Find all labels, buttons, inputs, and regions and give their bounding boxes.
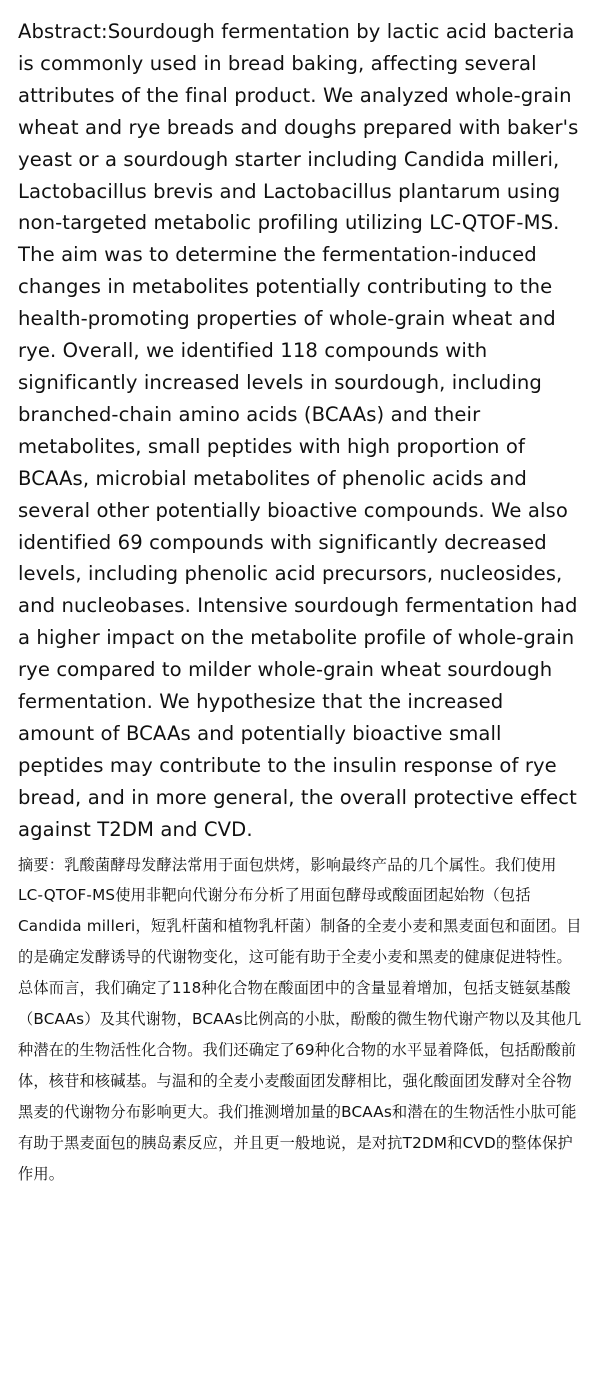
chinese-abstract: 摘要：乳酸菌酵母发酵法常用于面包烘烤，影响最终产品的几个属性。我们使用LC-QTOF-MS使用非靶向代谢分布分析了用面包酵母或酸面团起始物（包括Candida milleri，短乳杆菌和植物乳杆菌）制备的全麦小麦和黑麦面包和面团。目的是确定发酵诱导的代谢物变化，这可能有助于全麦小麦和黑麦的健康促进特性。总体而言，我们确定了118种化合物在酸面团中的含量显着增加，包括支链氨基酸（BCAAs）及其代谢物，BCAAs比例高的小肽，酚酸的微生物代谢产物以及其他几种潜在的生物活性化合物。我们还确定了69种化合物的水平显着降低，包括酚酸前体，核苷和核碱基。与温和的全麦小麦酸面团发酵相比，强化酸面团发酵对全谷物黑麦的代谢物分布影响更大。我们推测增加量的BCAAs和潜在的生物活性小肽可能有助于黑麦面包的胰岛素反应，并且更一般地说，是对抗T2DM和CVD的整体保护作用。 xyxy=(18,855,582,1183)
english-abstract: Abstract:Sourdough fermentation by lactic acid bacteria is commonly used in bread baking, affecting several attributes of the final product. We analyzed whole-grain wheat and rye breads and doughs prepared with baker's yeast or a sourdough starter including Candida milleri, Lactobacillus brevis and Lactobacillus plantarum using non-targeted metabolic profiling utilizing LC-QTOF-MS. The aim was to determine the fermentation-induced changes in metabolites potentially contributing to the health-promoting properties of whole-grain wheat and rye. Overall, we identified 118 compounds with significantly increased levels in sourdough, including branched-chain amino acids (BCAAs) and their metabolites, small peptides with high proportion of BCAAs, microbial metabolites of phenolic acids and several other potentially bioactive compounds. We also identified 69 compounds with significantly decreased levels, including phenolic acid precursors, nucleosides, and nucleobases. Intensive sourdough fermentation had a higher impact on the metabolite profile of whole-grain rye compared to milder whole-grain wheat sourdough fermentation. We hypothesize that the increased amount of BCAAs and potentially bioactive small peptides may contribute to the insulin response of rye bread, and in more general, the overall protective effect against T2DM and CVD. xyxy=(18,20,579,841)
